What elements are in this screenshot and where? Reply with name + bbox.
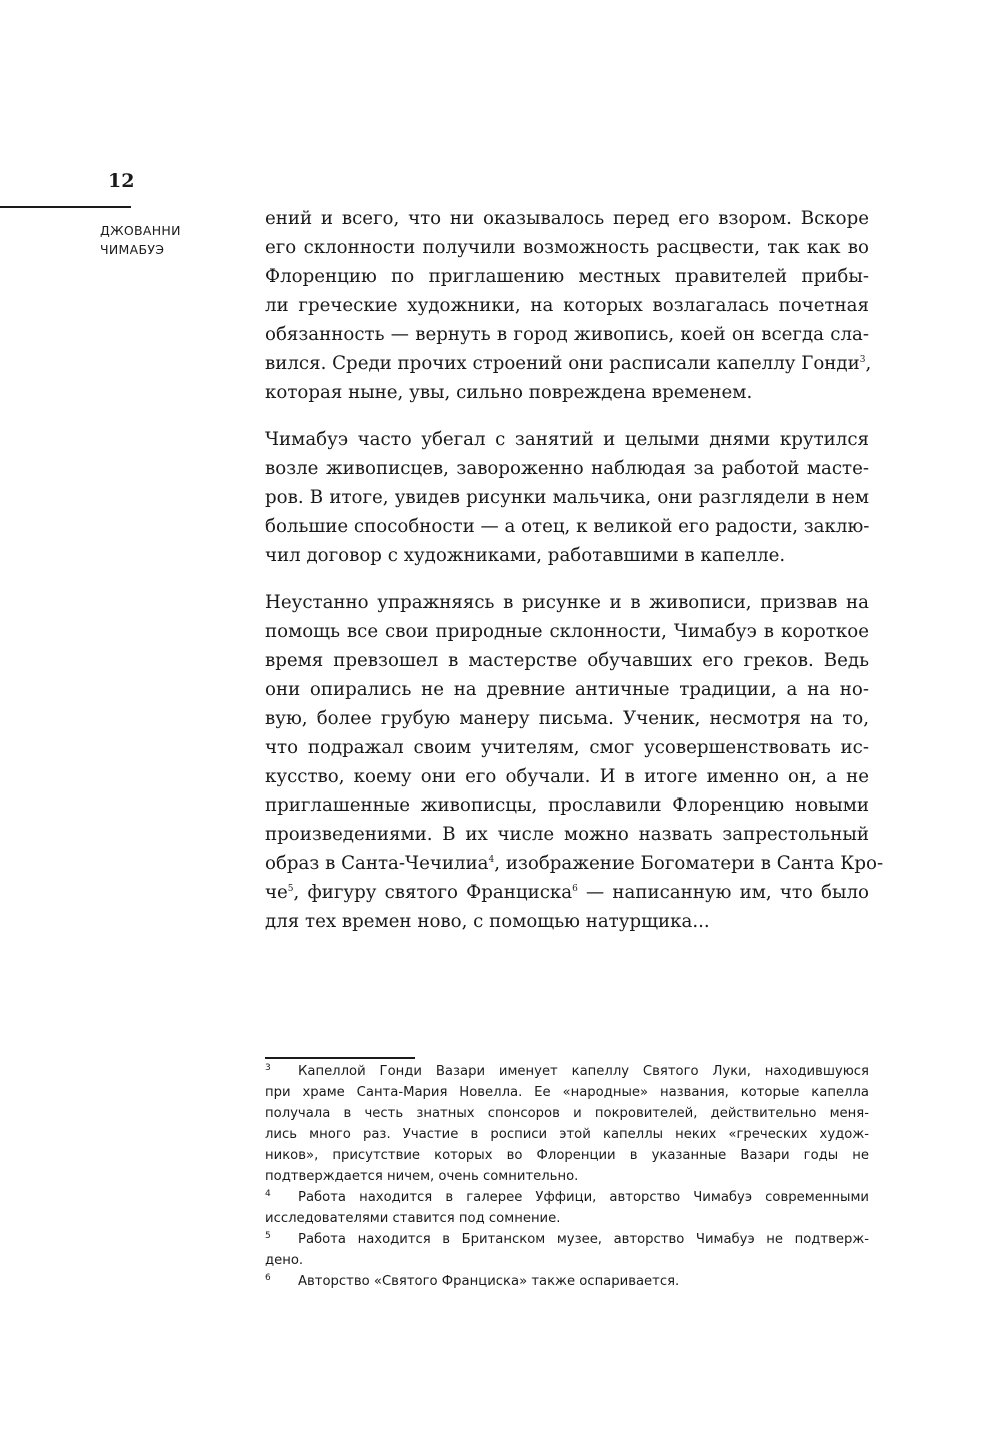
footnote-ref-3[interactable]: 3	[859, 355, 866, 365]
text-line: приглашенные живописцы, прославили Флоренцию новыми	[265, 795, 869, 816]
footnote-line: подтверждается ничем, очень сомнительно.	[265, 1169, 579, 1184]
running-head-line-1: ДЖОВАННИ	[100, 223, 181, 238]
text-line: произведениями. В их числе можно назвать запрестольный	[265, 824, 869, 845]
text-run: , фигуру святого Франциска	[293, 882, 573, 903]
text-line: которая ныне, увы, сильно повреждена временем.	[265, 382, 753, 403]
running-head-line-2: ЧИМАБУЭ	[100, 242, 165, 257]
text-line: кусство, коему они его обучали. И в итоге именно он, а не	[265, 766, 869, 787]
body-text	[265, 204, 884, 954]
text-line	[265, 878, 869, 907]
footnote-line: 5 Работа находится в Британском музее, авторство Чимабуэ не подтверж-	[265, 1231, 869, 1247]
text-line: ров. В итоге, увидев рисунки мальчика, они разглядели в нем	[265, 487, 869, 508]
footnote-line: лись много раз. Участие в росписи этой капеллы неких «греческих худож-	[265, 1127, 869, 1142]
text-run: ,	[865, 353, 872, 374]
text-line: для тех времен ново, с помощью натурщика...	[265, 911, 710, 932]
page-number: 12	[108, 170, 135, 192]
footnote-line: 4 Работа находится в галерее Уффици, авторство Чимабуэ современными	[265, 1189, 869, 1205]
text-line: чил договор с художниками, работавшими в капелле.	[265, 545, 786, 566]
footnotes	[265, 1061, 869, 1292]
footnote-line: исследователями ставится под сомнение.	[265, 1211, 561, 1226]
paragraph-3	[265, 588, 884, 936]
text-run: че	[265, 882, 288, 903]
text-line: вую, более грубую манеру письма. Ученик, несмотря на то,	[265, 708, 869, 729]
header-rule	[0, 206, 131, 208]
text-line: время превзошел в мастерстве обучавших его греков. Ведь	[265, 650, 869, 671]
footnote-rule	[265, 1057, 415, 1059]
text-line: Чимабуэ часто убегал с занятий и целыми днями крутился	[265, 429, 869, 450]
text-line: помощь все свои природные склонности, Чимабуэ в короткое	[265, 621, 869, 642]
text-line	[265, 849, 884, 878]
paragraph-2	[265, 425, 869, 570]
running-head	[100, 221, 181, 259]
footnote-3	[265, 1061, 869, 1187]
footnote-4	[265, 1187, 869, 1229]
text-run: Капеллой Гонди Вазари именует капеллу Святого Луки, находившуюся	[298, 1064, 869, 1079]
text-run: Работа находится в Британском музее, авторство Чимабуэ не подтверж-	[298, 1232, 869, 1247]
text-run: Работа находится в галерее Уффици, авторство Чимабуэ современными	[298, 1190, 869, 1205]
text-line	[265, 349, 872, 378]
text-run: Авторство «Святого Франциска» также оспаривается.	[298, 1274, 680, 1289]
text-run: вился. Среди прочих строений они расписали капеллу Гонди	[265, 353, 860, 374]
footnote-line: 3 Капеллой Гонди Вазари именует капеллу Святого Луки, находившуюся	[265, 1063, 869, 1079]
footnote-line: получала в честь знатных спонсоров и покровителей, действительно меня-	[265, 1106, 869, 1121]
footnote-5	[265, 1229, 869, 1271]
text-line: они опирались не на древние античные традиции, а на но-	[265, 679, 869, 700]
footnote-line: 6 Авторство «Святого Франциска» также оспаривается.	[265, 1273, 680, 1289]
text-run: , изображение Богоматери в Санта Кро-	[494, 853, 884, 874]
text-line: обязанность — вернуть в город живопись, коей он всегда сла-	[265, 324, 869, 345]
text-line: Флоренцию по приглашению местных правителей прибы-	[265, 266, 869, 287]
text-line: Неустанно упражняясь в рисунке и в живописи, призвав на	[265, 592, 869, 613]
footnote-6	[265, 1271, 869, 1292]
text-line: ений и всего, что ни оказывалось перед его взором. Вскоре	[265, 208, 869, 229]
footnote-ref-6[interactable]: 6	[572, 884, 578, 894]
text-line: его склонности получили возможность расцвести, так как во	[265, 237, 869, 258]
footnote-line: ников», присутствие которых во Флоренции в указанные Вазари годы не	[265, 1148, 869, 1163]
footnote-ref-5[interactable]: 5	[287, 884, 294, 894]
footnote-line: дено.	[265, 1253, 304, 1268]
text-run: — написанную им, что было	[577, 882, 869, 903]
text-run: образ в Санта-Чечилиа	[265, 853, 489, 874]
text-line: большие способности — а отец, к великой его радости, заклю-	[265, 516, 870, 537]
text-line: возле живописцев, завороженно наблюдая за работой масте-	[265, 458, 869, 479]
footnote-line: при храме Санта-Мария Новелла. Ее «народные» названия, которые капелла	[265, 1085, 869, 1100]
text-line: ли греческие художники, на которых возлагалась почетная	[265, 295, 869, 316]
paragraph-1	[265, 204, 872, 407]
footnote-ref-4[interactable]: 4	[488, 855, 495, 865]
text-line: что подражал своим учителям, смог усовершенствовать ис-	[265, 737, 869, 758]
